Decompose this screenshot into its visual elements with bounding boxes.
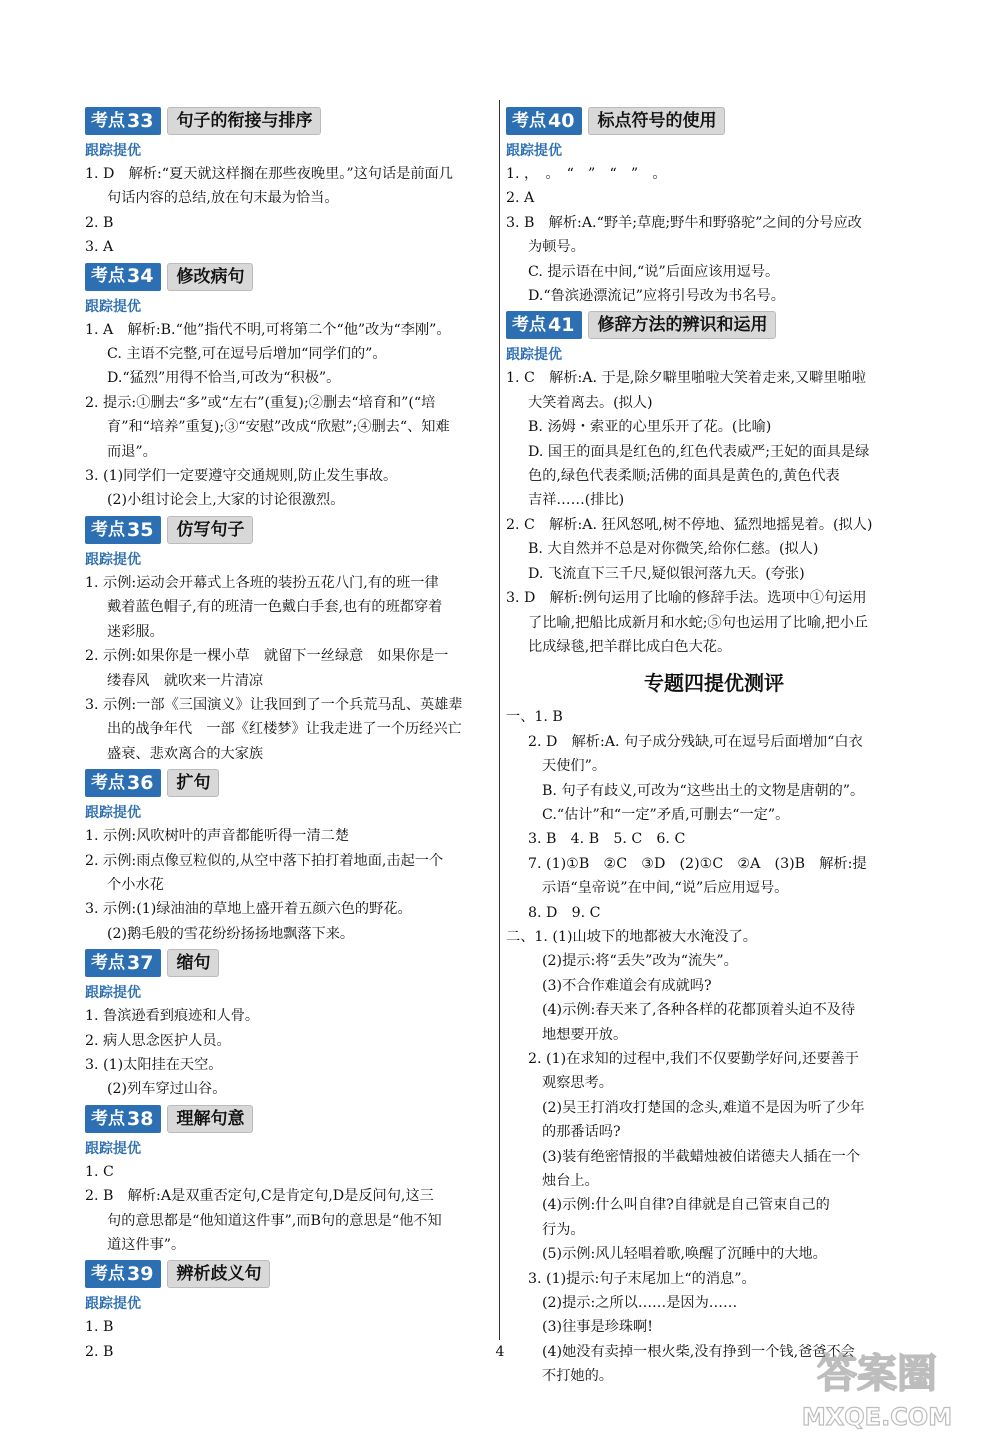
section-header — [85, 515, 493, 545]
section-topic: 理解句意 — [167, 1105, 253, 1133]
answer-line: 1. ， 。 “ ” “ ” 。 — [506, 166, 667, 182]
answer-line: 7. (1)①B ②C ③D (2)①C ②A (3)B 解析:提 — [528, 855, 867, 872]
section-subheading: 跟踪提优 — [85, 551, 141, 568]
tag-prefix: 考点 — [91, 1108, 125, 1129]
answer-line: (3)往事是珍珠啊! — [542, 1319, 653, 1336]
answer-line: 3. 示例:(1)绿油油的草地上盛开着五颜六色的野花。 — [85, 901, 412, 918]
answer-line: 缕春风 就吹来一片清凉 — [107, 672, 264, 689]
section-topic: 辨析歧义句 — [167, 1260, 270, 1288]
watermark-logo — [782, 1337, 972, 1437]
tag-number: 41 — [548, 314, 575, 337]
answer-line: 2. B — [85, 214, 114, 231]
answer-line: 2. 示例:雨点像豆粒似的,从空中落下拍打着地面,击起一个 — [85, 852, 444, 869]
answer-line: 个小水花 — [107, 876, 164, 893]
answer-line: 1. C 解析:A. 于是,除夕噼里啪啦大笑着走来,又噼里啪啦 — [506, 370, 866, 387]
answer-line: 2. 病人思念医护人员。 — [85, 1032, 231, 1049]
answer-line: 3. (1)太阳挂在天空。 — [85, 1056, 223, 1073]
section-header — [85, 1259, 493, 1289]
section-subheading: 跟踪提优 — [506, 347, 562, 364]
tag-prefix: 考点 — [91, 772, 125, 793]
tag-prefix: 考点 — [91, 519, 125, 540]
answer-line: 2. 示例:如果你是一棵小草 就留下一丝绿意 如果你是一 — [85, 648, 449, 665]
answer-line: (3)装有绝密情报的半截蜡烛被伯诺德夫人插在一个 — [542, 1148, 861, 1165]
answer-line: 1. 示例:风吹树叶的声音都能听得一清二楚 — [85, 828, 350, 845]
answer-line: 育”和“培养”重复);③“安慰”改成“欣慰”;④删去“、知难 — [107, 419, 450, 436]
tag-number: 33 — [127, 109, 154, 132]
answer-line: 1. B — [85, 1319, 114, 1336]
answer-line: 道这件事”。 — [107, 1237, 186, 1253]
answer-line: 3. (1)同学们一定要遵守交通规则,防止发生事故。 — [85, 468, 398, 485]
section-header — [85, 106, 493, 136]
svg-text:MXQE.COM: MXQE.COM — [801, 1403, 953, 1431]
answer-line: 2. (1)在求知的过程中,我们不仅要勤学好问,还要善于 — [528, 1051, 859, 1067]
section-topic: 修改病句 — [167, 263, 253, 291]
answer-line: C.“估计”和“一定”矛盾,可删去“一定”。 — [542, 806, 790, 823]
answer-line: 3. (1)提示:句子末尾加上“的消息”。 — [528, 1270, 756, 1287]
answer-line: 1. 鲁滨逊看到痕迹和人骨。 — [85, 1008, 260, 1025]
answer-line: 1. C — [85, 1163, 114, 1180]
section-tag — [85, 263, 161, 291]
section-tag — [85, 949, 161, 977]
section-header — [85, 1104, 493, 1134]
section-tag — [85, 769, 161, 797]
answer-line: 大笑着离去。(拟人) — [528, 394, 653, 411]
section-topic: 缩句 — [167, 949, 219, 977]
section-subheading: 跟踪提优 — [506, 143, 562, 159]
answer-line: 1. D 解析:“夏天就这样搁在那些夜晚里。”这句话是前面几 — [85, 166, 453, 182]
tag-prefix: 考点 — [91, 952, 125, 973]
section-header — [506, 106, 922, 136]
section-header — [85, 768, 493, 798]
section-topic: 仿写句子 — [167, 516, 253, 544]
tag-prefix: 考点 — [91, 1264, 125, 1285]
answer-line: 3. D 解析:例句运用了比喻的修辞手法。选项中①句运用 — [506, 590, 867, 607]
tag-number: 35 — [127, 518, 154, 541]
section-subheading: 跟踪提优 — [85, 1140, 141, 1157]
tag-number: 36 — [127, 771, 154, 794]
section-subheading: 跟踪提优 — [85, 298, 141, 315]
answer-line: 的那番话吗? — [542, 1124, 621, 1141]
answer-line: 3. B 解析:A.“野羊;草鹿;野牛和野骆驼”之间的分号应改 — [506, 214, 862, 231]
answer-line: C. 主语不完整,可在逗号后增加“同学们的”。 — [107, 346, 387, 363]
answer-line: 句话内容的总结,放在句末最为恰当。 — [107, 190, 339, 207]
section-subheading: 跟踪提优 — [85, 143, 141, 159]
answer-line: (2)提示:之所以……是因为…… — [542, 1295, 738, 1312]
answer-line: (4)示例:春天来了,各种各样的花都顶着头迫不及待 — [542, 1002, 856, 1019]
section-header — [506, 310, 922, 340]
answer-line: C. 提示语在中间,“说”后面应该用逗号。 — [528, 263, 780, 280]
answer-line: 1. 示例:运动会开幕式上各班的装扮五花八门,有的班一律 — [85, 574, 439, 591]
answer-line: 2. 提示:①删去“多”或“左右”(重复);②删去“培育和”(“培 — [85, 394, 436, 411]
answer-line: 吉祥……(排比) — [528, 492, 625, 509]
section-tag — [506, 107, 582, 135]
answer-line: (2)吴王打消攻打楚国的念头,难道不是因为听了少年 — [542, 1099, 865, 1116]
answer-line: 行为。 — [542, 1221, 585, 1238]
answer-line: (2)小组讨论会上,大家的讨论很激烈。 — [107, 492, 345, 509]
section-header — [85, 948, 493, 978]
svg-text:答案圈: 答案圈 — [817, 1351, 937, 1397]
answer-line: 盛衰、悲欢离合的大家族 — [107, 745, 264, 762]
answer-line: B. 大自然并不总是对你微笑,给你仁慈。(拟人) — [528, 541, 819, 558]
section-tag — [85, 516, 161, 544]
answer-line: D. 飞流直下三千尺,疑似银河落九天。(夸张) — [528, 565, 805, 582]
test-title: 专题四提优测评 — [644, 671, 784, 696]
page-number: 4 — [495, 1344, 505, 1360]
section-topic: 修辞方法的辨识和运用 — [588, 311, 776, 339]
answer-line: 2. C 解析:A. 狂风怒吼,树不停地、猛烈地摇晃着。(拟人) — [506, 516, 873, 533]
answer-line: 色的,绿色代表柔顺;活佛的面具是黄色的,黄色代表 — [528, 468, 840, 485]
answer-line: 2. D 解析:A. 句子成分残缺,可在逗号后面增加“白衣 — [528, 733, 863, 750]
answer-line: (4)示例:什么叫自律?自律就是自己管束自己的 — [542, 1197, 830, 1214]
section-subheading: 跟踪提优 — [85, 985, 141, 1002]
tag-prefix: 考点 — [512, 110, 546, 131]
answer-line: 为顿号。 — [528, 239, 585, 256]
answer-line: 了比喻,把船比成新月和水蛇;⑤句也运用了比喻,把小丘 — [528, 614, 869, 631]
tag-prefix: 考点 — [91, 110, 125, 131]
tag-number: 34 — [127, 265, 154, 288]
tag-number: 40 — [548, 109, 575, 132]
answer-line: 天使们”。 — [542, 758, 607, 775]
column-divider — [499, 100, 500, 1340]
tag-number: 39 — [127, 1263, 154, 1286]
answer-line: 2. B 解析:A是双重否定句,C是肯定句,D是反问句,这三 — [85, 1188, 434, 1205]
answer-line: B. 句子有歧义,可改为“这些出土的文物是唐朝的”。 — [542, 782, 865, 799]
tag-prefix: 考点 — [512, 315, 546, 336]
answer-line: 烛台上。 — [542, 1173, 599, 1190]
section-tag — [85, 107, 161, 135]
answer-line: 观察思考。 — [542, 1075, 613, 1092]
answer-line: 戴着蓝色帽子,有的班清一色戴白手套,也有的班都穿着 — [107, 599, 443, 616]
section-tag — [85, 1105, 161, 1133]
answer-line: 3. A — [85, 239, 114, 256]
answer-line: (2)提示:将“丢失”改为“流失”。 — [542, 953, 738, 970]
answer-line: D. 国王的面具是红色的,红色代表威严;王妃的面具是绿 — [528, 443, 870, 460]
section-subheading: 跟踪提优 — [85, 1296, 141, 1313]
answer-line: (3)不合作难道会有成就吗? — [542, 977, 712, 994]
answer-line: 不打她的。 — [542, 1368, 613, 1385]
section-subheading: 跟踪提优 — [85, 805, 141, 822]
answer-line: (4)她没有卖掉一根火柴,没有挣到一个钱,爸爸不会 — [542, 1343, 855, 1360]
answer-line: 3. B 4. B 5. C 6. C — [528, 831, 686, 848]
section-tag — [85, 1260, 161, 1288]
section-tag — [506, 311, 582, 339]
answer-line: 比成绿毯,把羊群比成白色大花。 — [528, 638, 732, 655]
answer-line: D.“鲁滨逊漂流记”应将引号改为书名号。 — [528, 288, 785, 305]
answer-line: 2. A — [506, 190, 535, 207]
answer-line: (2)鹅毛般的雪花纷纷扬扬地飘落下来。 — [107, 925, 355, 942]
answer-line: 出的战争年代 一部《红楼梦》让我走进了一个历经兴亡 — [107, 721, 462, 738]
answer-line: B. 汤姆・索亚的心里乐开了花。(比喻) — [528, 419, 772, 436]
answer-line: 8. D 9. C — [528, 904, 601, 921]
answer-line: (2)列车穿过山谷。 — [107, 1081, 227, 1098]
answer-line: D.“猛烈”用得不恰当,可改为“积极”。 — [107, 370, 341, 387]
section-topic: 句子的衔接与排序 — [167, 107, 321, 135]
section-topic: 扩句 — [167, 769, 219, 797]
answer-line: 示语“皇帝说”在中间,“说”后应用逗号。 — [542, 880, 789, 897]
answer-line: 而退”。 — [107, 443, 157, 460]
answer-line: 2. B — [85, 1343, 114, 1360]
answer-line: 1. A 解析:B.“他”指代不明,可将第二个“他”改为“李刚”。 — [85, 321, 451, 338]
tag-number: 38 — [127, 1107, 154, 1130]
left-column — [85, 104, 493, 1364]
answer-line: 3. 示例:一部《三国演义》让我回到了一个兵荒马乱、英雄辈 — [85, 696, 463, 713]
right-column — [506, 104, 922, 1389]
answer-line: 句的意思都是“他知道这件事”,而B句的意思是“他不知 — [107, 1212, 442, 1229]
answer-line: 二、1. (1)山坡下的地都被大水淹没了。 — [506, 928, 757, 945]
tag-number: 37 — [127, 951, 154, 974]
section-header — [85, 262, 493, 292]
answer-line: 迷彩服。 — [107, 623, 164, 640]
answer-line: (5)示例:风儿轻唱着歌,唤醒了沉睡中的大地。 — [542, 1246, 827, 1263]
answer-line: 地想要开放。 — [542, 1026, 628, 1043]
answer-line: 一、1. B — [506, 709, 563, 726]
section-topic: 标点符号的使用 — [588, 107, 725, 135]
tag-prefix: 考点 — [91, 266, 125, 287]
